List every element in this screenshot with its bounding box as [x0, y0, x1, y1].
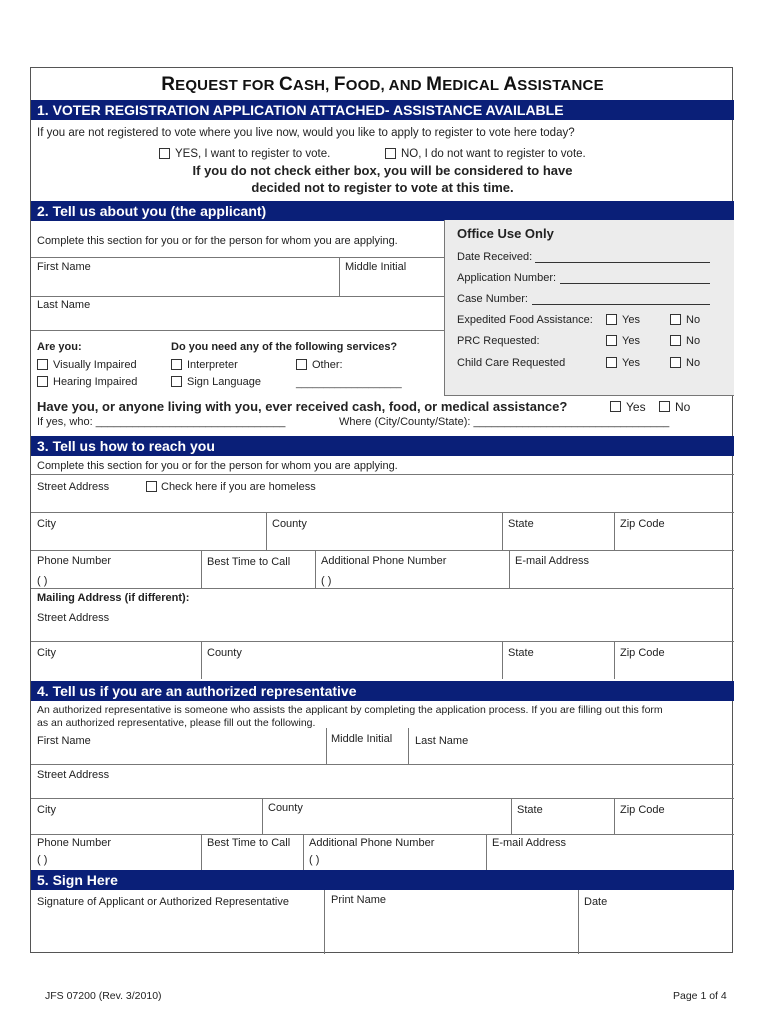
child-care-no-label: No: [686, 357, 701, 369]
office-use-panel: [444, 220, 734, 396]
visually-impaired-label: Visually Impaired: [53, 359, 137, 371]
signature-label: Signature of Applicant or Authorized Representative: [37, 896, 289, 908]
interpreter-label: Interpreter: [187, 359, 238, 371]
prc-label: PRC Requested:: [457, 335, 540, 347]
mailing-address-label: Mailing Address (if different):: [37, 592, 190, 604]
voter-warning-line-2: decided not to register to vote at this time.: [251, 180, 514, 195]
divider: [31, 641, 734, 642]
office-use-title: Office Use Only: [457, 226, 554, 241]
form-title: REQUEST FOR CASH, FOOD, AND MEDICAL ASSISTANCE: [161, 74, 604, 95]
print-name-label: Print Name: [331, 894, 387, 906]
divider: [509, 550, 510, 588]
prc-no-checkbox[interactable]: [670, 335, 681, 346]
section-2-intro: Complete this section for you or for the person for whom you are applying.: [37, 235, 398, 247]
section-2-header: 2. Tell us about you (the applicant): [31, 201, 734, 221]
rep-city-label: City: [37, 804, 56, 816]
divider: [578, 890, 579, 954]
last-name-input[interactable]: [37, 312, 437, 328]
voter-yes-label: YES, I want to register to vote.: [175, 148, 331, 160]
divider: [201, 550, 202, 588]
section-4-header: 4. Tell us if you are an authorized representative: [31, 681, 734, 701]
divider: [31, 588, 734, 589]
divider: [486, 834, 487, 870]
divider: [201, 641, 202, 679]
phone-number-input[interactable]: ( ): [37, 575, 48, 587]
expedited-no-label: No: [686, 314, 701, 326]
interpreter-checkbox[interactable]: [171, 359, 182, 370]
hearing-impaired-label: Hearing Impaired: [53, 376, 138, 388]
additional-phone-input[interactable]: ( ): [321, 575, 332, 587]
prc-yes-label: Yes: [622, 335, 640, 347]
phone-number-label: Phone Number: [37, 555, 111, 567]
divider: [31, 834, 734, 835]
mailing-street-input[interactable]: [37, 625, 727, 641]
sign-date-label: Date: [584, 896, 608, 908]
best-time-label: Best Time to Call: [207, 556, 291, 568]
voter-no-checkbox[interactable]: [385, 148, 396, 159]
rep-street-input[interactable]: [37, 782, 727, 798]
section-3-intro: Complete this section for you or for the person for whom you are applying.: [37, 460, 398, 472]
rep-phone-input[interactable]: ( ): [37, 854, 48, 866]
sign-language-label: Sign Language: [187, 376, 262, 388]
street-address-input[interactable]: [37, 494, 727, 512]
visually-impaired-checkbox[interactable]: [37, 359, 48, 370]
divider: [266, 512, 267, 550]
rep-last-name-label: Last Name: [415, 735, 469, 747]
page-number: Page 1 of 4: [673, 990, 727, 1002]
divider: [408, 728, 409, 764]
divider: [201, 834, 202, 870]
sign-language-checkbox[interactable]: [171, 376, 182, 387]
divider: [262, 798, 263, 834]
case-number-line[interactable]: [532, 304, 710, 305]
expedited-no-checkbox[interactable]: [670, 314, 681, 325]
expedited-yes-label: Yes: [622, 314, 640, 326]
voter-warning-line-1: If you do not check either box, you will be considered to have: [192, 163, 573, 178]
divider: [31, 474, 734, 475]
child-care-yes-label: Yes: [622, 357, 640, 369]
child-care-yes-checkbox[interactable]: [606, 357, 617, 368]
rep-phone-label: Phone Number: [37, 837, 111, 849]
signature-input[interactable]: [37, 910, 317, 950]
divider: [324, 890, 325, 954]
divider: [31, 512, 734, 513]
rep-street-label: Street Address: [37, 769, 110, 781]
expedited-label: Expedited Food Assistance:: [457, 314, 593, 326]
section-4-intro-line-2: as an authorized representative, please fill out the following.: [37, 717, 316, 729]
email-label: E-mail Address: [515, 555, 589, 567]
first-name-input[interactable]: [37, 273, 333, 293]
divider: [614, 641, 615, 679]
section-1-header: 1. VOTER REGISTRATION APPLICATION ATTACHED- ASSISTANCE AVAILABLE: [31, 100, 734, 120]
application-form: [30, 67, 733, 953]
rep-zip-label: Zip Code: [620, 804, 665, 816]
other-service-input[interactable]: ___________________: [296, 378, 402, 389]
mailing-city-label: City: [37, 647, 56, 659]
divider: [31, 330, 444, 331]
voter-yes-checkbox[interactable]: [159, 148, 170, 159]
section-5-header: 5. Sign Here: [31, 870, 734, 890]
print-name-input[interactable]: [331, 910, 571, 950]
divider: [31, 764, 734, 765]
received-no-label: No: [675, 400, 691, 414]
first-name-label: First Name: [37, 261, 91, 273]
divider: [614, 798, 615, 834]
case-number-label: Case Number:: [457, 293, 528, 305]
sign-date-input[interactable]: [584, 910, 728, 950]
homeless-checkbox[interactable]: [146, 481, 157, 492]
rep-county-label: County: [268, 802, 303, 814]
expedited-yes-checkbox[interactable]: [606, 314, 617, 325]
services-question: Do you need any of the following services?: [171, 341, 398, 353]
rep-additional-phone-label: Additional Phone Number: [309, 837, 435, 849]
state-label: State: [508, 518, 534, 530]
date-received-label: Date Received:: [457, 251, 533, 263]
rep-best-time-label: Best Time to Call: [207, 837, 291, 849]
zip-code-label: Zip Code: [620, 518, 665, 530]
divider: [31, 296, 444, 297]
section-4-intro-line-1: An authorized representative is someone who assists the applicant by completing the application process. If you are filling out this form: [37, 704, 663, 716]
mailing-zip-label: Zip Code: [620, 647, 665, 659]
divider: [502, 512, 503, 550]
mailing-street-label: Street Address: [37, 612, 110, 624]
received-yes-label: Yes: [626, 400, 646, 414]
divider: [502, 641, 503, 679]
application-number-line[interactable]: [560, 283, 710, 284]
are-you-label: Are you:: [37, 341, 82, 353]
divider: [303, 834, 304, 870]
divider: [31, 257, 444, 258]
received-assistance-question: Have you, or anyone living with you, ever received cash, food, or medical assistance?: [37, 399, 568, 414]
prc-yes-checkbox[interactable]: [606, 335, 617, 346]
divider: [31, 550, 734, 551]
other-service-checkbox[interactable]: [296, 359, 307, 370]
additional-phone-label: Additional Phone Number: [321, 555, 447, 567]
divider: [315, 550, 316, 588]
last-name-label: Last Name: [37, 299, 91, 311]
middle-initial-label: Middle Initial: [345, 261, 407, 273]
city-label: City: [37, 518, 56, 530]
divider: [614, 512, 615, 550]
where-field[interactable]: Where (City/County/State): ________________________________: [339, 416, 670, 428]
divider: [31, 798, 734, 799]
hearing-impaired-checkbox[interactable]: [37, 376, 48, 387]
rep-middle-initial-label: Middle Initial: [331, 733, 393, 745]
rep-email-label: E-mail Address: [492, 837, 566, 849]
divider: [326, 728, 327, 764]
mailing-county-label: County: [207, 647, 242, 659]
street-address-label: Street Address: [37, 481, 110, 493]
voter-no-label: NO, I do not want to register to vote.: [401, 148, 586, 160]
homeless-label: Check here if you are homeless: [161, 481, 316, 493]
voter-question: If you are not registered to vote where you live now, would you like to apply to register to vote here today?: [37, 127, 575, 139]
if-yes-who-field[interactable]: If yes, who: _______________________________: [37, 416, 286, 428]
rep-state-label: State: [517, 804, 543, 816]
mailing-state-label: State: [508, 647, 534, 659]
rep-additional-phone-input[interactable]: ( ): [309, 854, 320, 866]
divider: [339, 257, 340, 296]
application-number-label: Application Number:: [457, 272, 557, 284]
rep-first-name-label: First Name: [37, 735, 91, 747]
received-no-checkbox[interactable]: [659, 401, 670, 412]
child-care-no-checkbox[interactable]: [670, 357, 681, 368]
form-id: JFS 07200 (Rev. 3/2010): [45, 990, 162, 1002]
received-yes-checkbox[interactable]: [610, 401, 621, 412]
county-label: County: [272, 518, 307, 530]
other-service-label: Other:: [312, 359, 343, 371]
date-received-line[interactable]: [535, 262, 710, 263]
prc-no-label: No: [686, 335, 701, 347]
child-care-label: Child Care Requested: [457, 357, 566, 369]
section-3-header: 3. Tell us how to reach you: [31, 436, 734, 456]
divider: [511, 798, 512, 834]
